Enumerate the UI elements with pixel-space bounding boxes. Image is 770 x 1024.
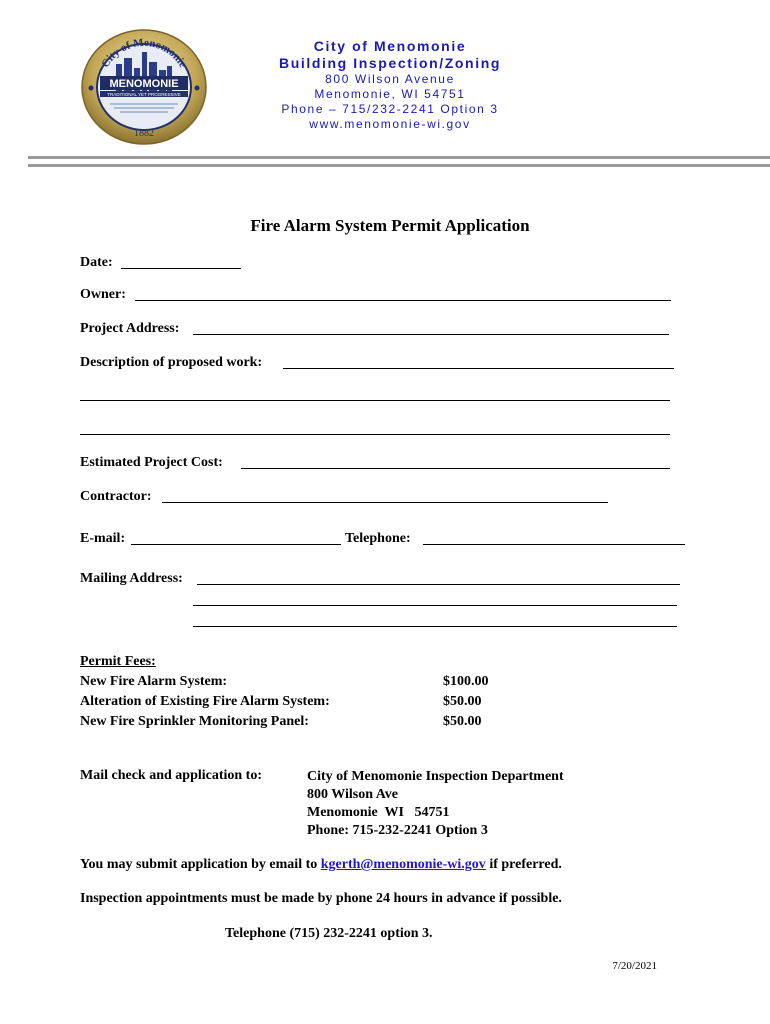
logo-banner-text: MENOMONIE	[109, 78, 179, 90]
mail-address-line: Phone: 715-232-2241 Option 3	[307, 823, 488, 838]
city-seal-logo	[80, 28, 208, 146]
fee-amounts	[443, 672, 489, 732]
mail-to-address	[307, 768, 564, 840]
date-label: Date:	[80, 255, 113, 270]
owner-label: Owner:	[80, 287, 126, 302]
fee-item-amount: $50.00	[443, 714, 482, 729]
fee-item-amount: $100.00	[443, 674, 489, 689]
email-note-prefix: You may submit application by email to	[80, 857, 318, 872]
letterhead	[240, 38, 540, 132]
email-submission-note	[80, 857, 562, 873]
description-field-line-2[interactable]	[80, 400, 670, 401]
description-label: Description of proposed work:	[80, 355, 263, 370]
fee-item-label: New Fire Sprinkler Monitoring Panel:	[80, 714, 309, 729]
telephone-label: Telephone:	[345, 531, 411, 546]
email-label: E-mail:	[80, 531, 126, 546]
permit-fees-heading: Permit Fees:	[80, 654, 156, 669]
mailing-address-label: Mailing Address:	[80, 571, 183, 586]
email-field[interactable]	[131, 544, 341, 545]
mail-address-line: 800 Wilson Ave	[307, 787, 399, 802]
mailing-address-field-line-2[interactable]	[193, 605, 677, 606]
project-address-label: Project Address:	[80, 321, 180, 336]
project-address-field[interactable]	[193, 334, 669, 335]
phone-number: Phone – 715/232-2241 Option 3	[281, 102, 499, 116]
email-link[interactable]: kgerth@menomonie-wi.gov	[320, 857, 486, 872]
org-name: City of Menomonie	[313, 38, 467, 54]
description-field-line-3[interactable]	[80, 434, 670, 435]
revision-date: 7/20/2021	[612, 960, 657, 972]
inspection-note: Inspection appointments must be made by phone 24 hours in advance if possible.	[80, 891, 562, 906]
form-title: Fire Alarm System Permit Application	[250, 216, 530, 235]
header-divider-top	[28, 156, 770, 159]
city-state-zip: Menomonie, WI 54751	[314, 87, 466, 101]
telephone-note: Telephone (715) 232-2241 option 3.	[225, 926, 433, 941]
contractor-field[interactable]	[162, 502, 608, 503]
mailing-address-field-line-1[interactable]	[197, 584, 680, 585]
fee-item-label: Alteration of Existing Fire Alarm System:	[80, 694, 330, 709]
permit-fees-section	[80, 652, 330, 732]
fee-item-label: New Fire Alarm System:	[80, 674, 228, 689]
date-field[interactable]	[121, 268, 241, 269]
email-note-suffix: if preferred.	[489, 857, 562, 872]
header-divider-bottom	[28, 164, 770, 167]
contractor-label: Contractor:	[80, 489, 152, 504]
estimated-cost-label: Estimated Project Cost:	[80, 455, 223, 470]
logo-tagline: TRADITIONAL YET PROGRESSIVE	[107, 92, 181, 97]
website[interactable]: www.menomonie-wi.gov	[309, 117, 471, 131]
mail-address-line: Menomonie WI 54751	[307, 805, 450, 820]
mail-to-label: Mail check and application to:	[80, 768, 263, 783]
estimated-cost-field[interactable]	[241, 468, 670, 469]
telephone-field[interactable]	[423, 544, 685, 545]
owner-field[interactable]	[135, 300, 671, 301]
logo-year: 1882	[134, 128, 154, 139]
mailing-address-field-line-3[interactable]	[193, 626, 677, 627]
mail-address-line: City of Menomonie Inspection Department	[307, 769, 564, 784]
department-name: Building Inspection/Zoning	[278, 55, 502, 71]
description-field-line-1[interactable]	[283, 368, 674, 369]
logo-arc-text: City of Menomonie	[99, 36, 189, 70]
street-address: 800 Wilson Avenue	[325, 72, 455, 86]
fee-item-amount: $50.00	[443, 694, 482, 709]
